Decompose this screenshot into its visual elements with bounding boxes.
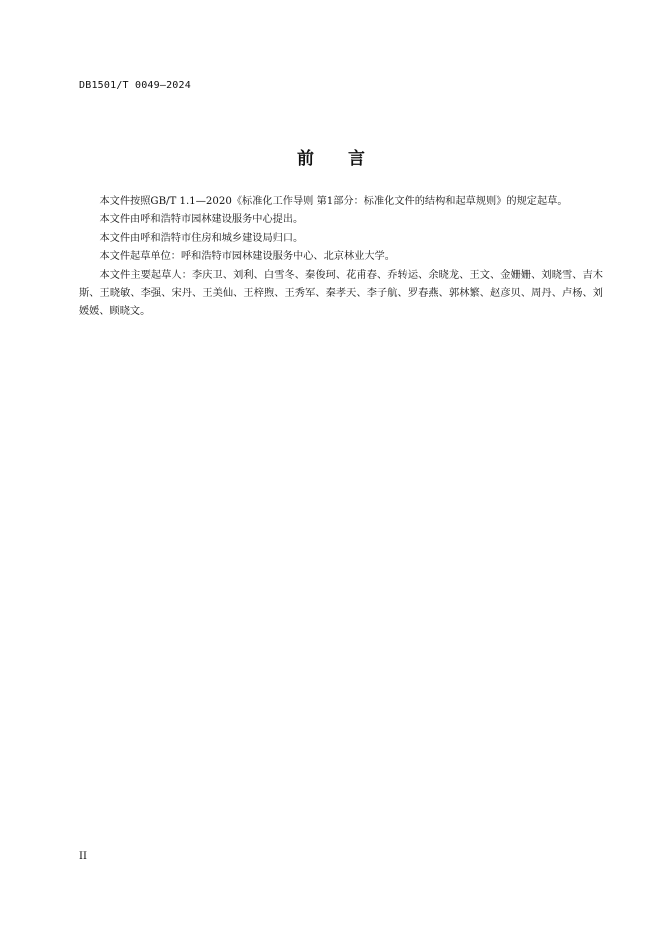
paragraph-drafting-rules: 本文件按照GB/T 1.1—2020《标准化工作导则 第1部分：标准化文件的结构和起草规则》的规定起草。 xyxy=(99,196,568,207)
paragraph-centralized-by: 本文件由呼和浩特市住房和城乡建设局归口。 xyxy=(99,232,304,244)
page-number: II xyxy=(79,851,87,862)
paragraph-drafting-units: 本文件起草单位：呼和浩特市园林建设服务中心、北京林业大学。 xyxy=(99,251,395,263)
paragraph-proposer: 本文件由呼和浩特市园林建设服务中心提出。 xyxy=(99,214,304,226)
page-title xyxy=(0,144,662,169)
foreword-body xyxy=(79,193,603,322)
document-code: DB1501/T 0049—2024 xyxy=(79,80,191,91)
paragraph-drafters: 本文件主要起草人：李庆卫、刘利、白雪冬、秦俊珂、花甫春、乔转运、余晓龙、王文、金姗姗、刘晓雪、吉木斯、王晓敏、李强、宋丹、王美仙、王梓煦、王秀军、秦孝天、李子航、罗春燕、郭林繁、赵彦贝、周丹、卢杨、刘媛媛、顾晓文。 xyxy=(79,269,603,318)
title-char-2: 言 xyxy=(348,149,365,169)
title-char-1: 前 xyxy=(297,149,314,169)
